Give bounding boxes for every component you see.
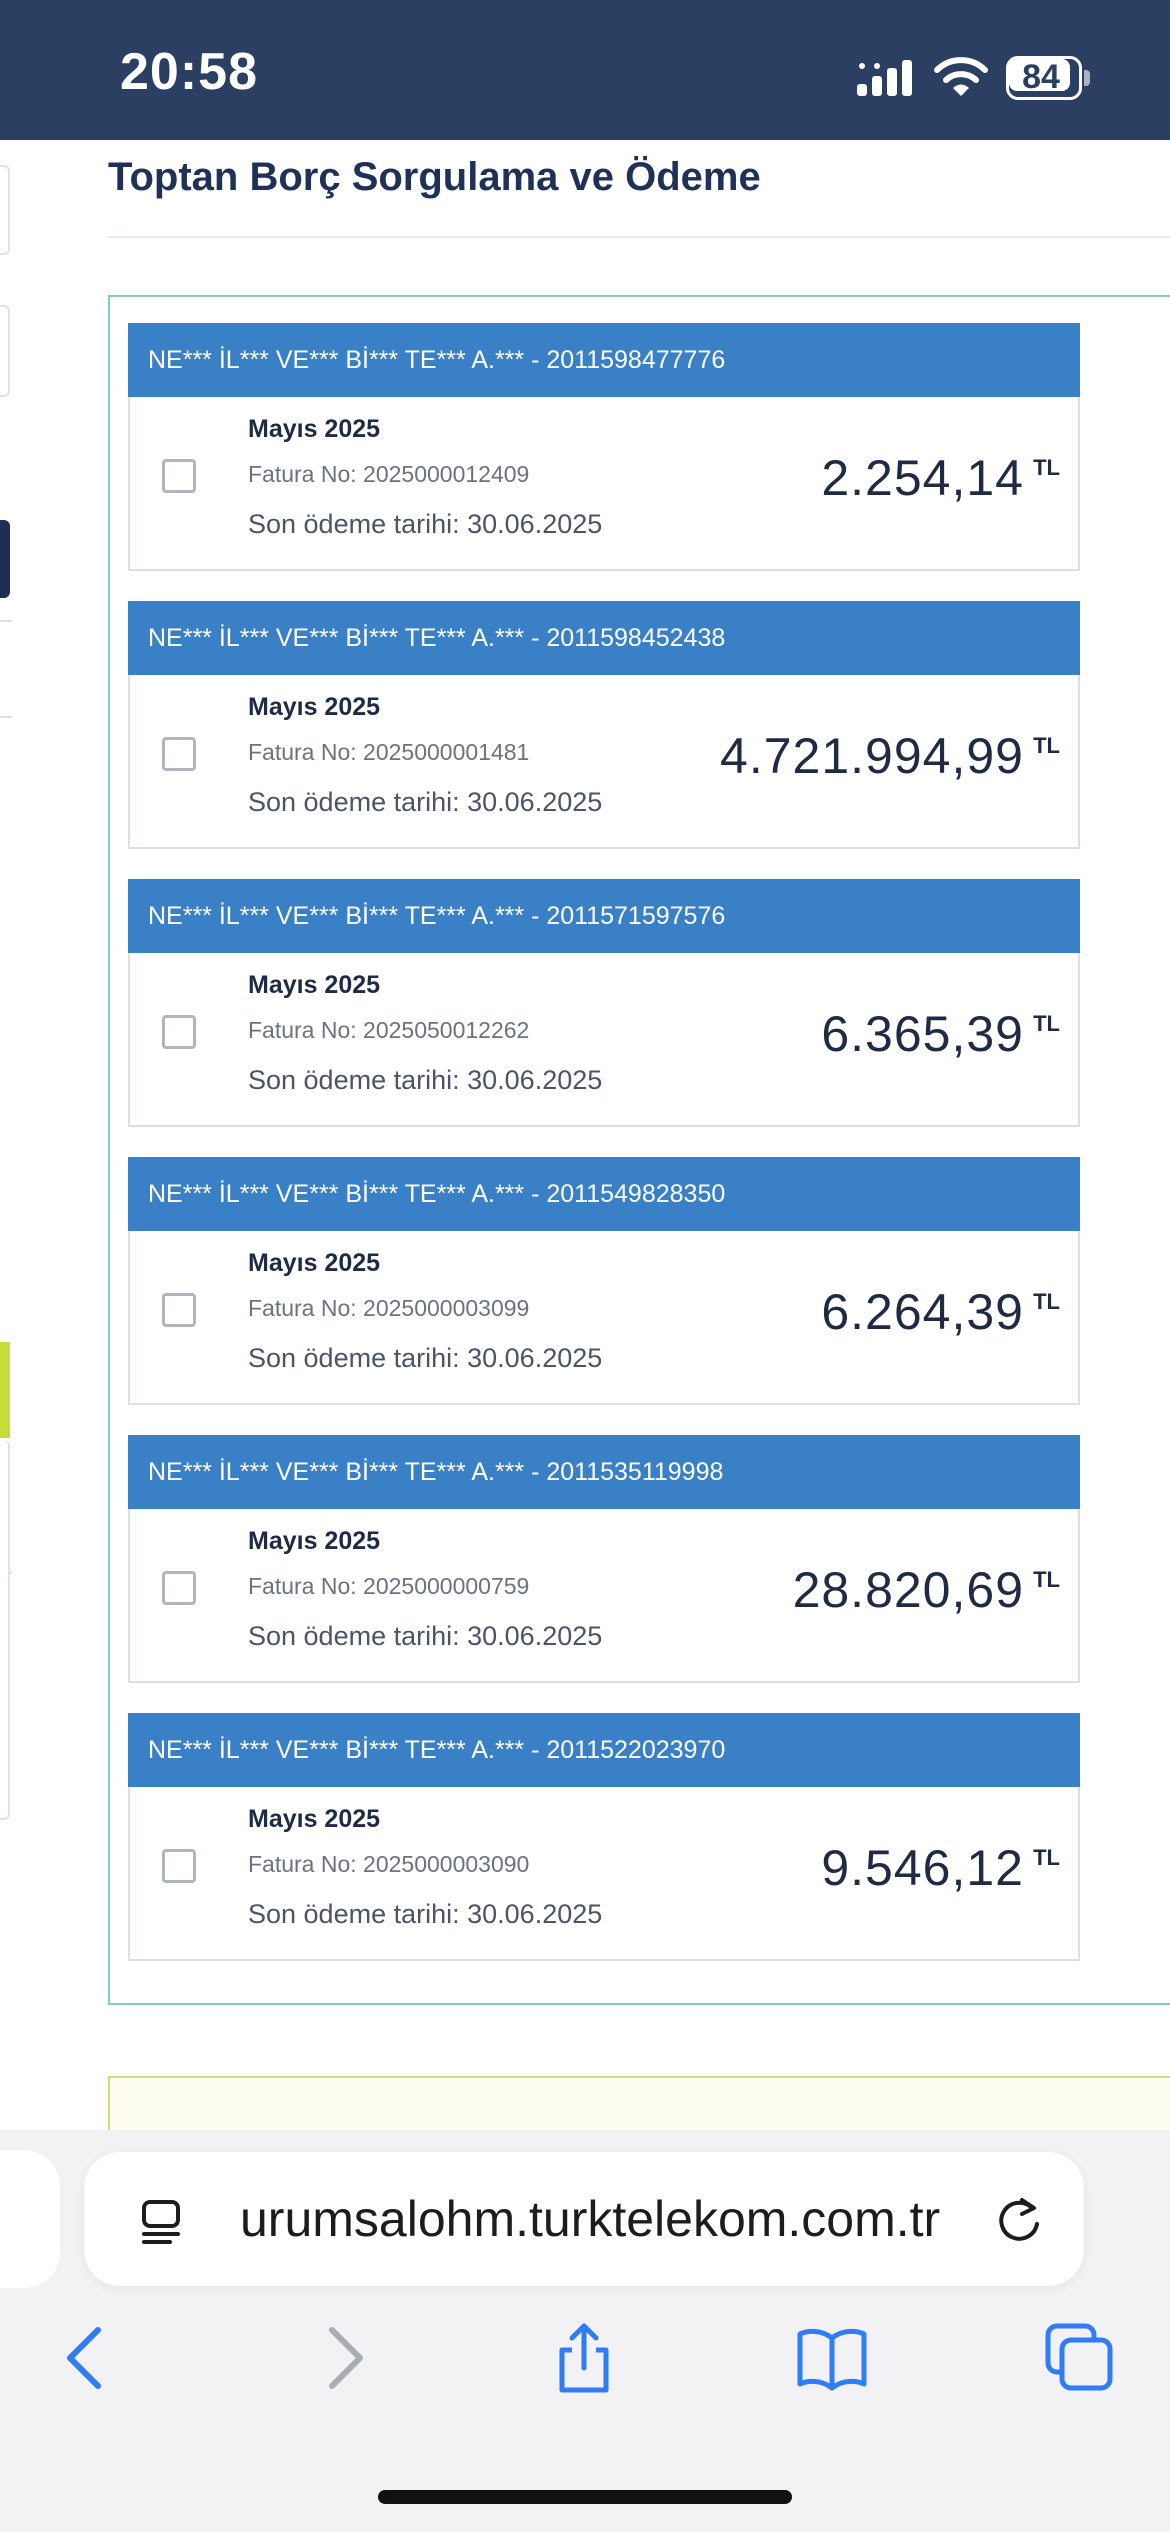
invoice-amount: 28.820,69 [792, 1562, 1024, 1618]
invoice-period: Mayıs 2025 [248, 415, 381, 443]
invoice-amount: 6.365,39 [821, 1006, 1024, 1062]
battery-icon [1006, 56, 1090, 100]
invoice-amount: 9.546,12 [821, 1840, 1024, 1896]
notice-box [108, 2076, 1170, 2136]
battery-level: 84 [1022, 58, 1060, 96]
back-icon[interactable] [52, 2322, 124, 2394]
invoice-card-header: NE*** İL*** VE*** Bİ*** TE*** A.*** - 2011549828350 [128, 1157, 1080, 1231]
invoice-card-body[interactable] [128, 675, 1080, 849]
address-bar[interactable] [84, 2152, 1084, 2286]
background-page-edge [0, 165, 10, 255]
invoice-number: Fatura No: 2025000000759 [248, 1573, 530, 1599]
invoice-amount: 4.721.994,99 [720, 728, 1024, 784]
invoice-currency: TL [1033, 1845, 1060, 1870]
invoice-card-header: NE*** İL*** VE*** Bİ*** TE*** A.*** - 2011598452438 [128, 601, 1080, 675]
invoice-select-checkbox[interactable] [162, 737, 196, 771]
invoice-card-header: NE*** İL*** VE*** Bİ*** TE*** A.*** - 2011571597576 [128, 879, 1080, 953]
invoice-card-body[interactable] [128, 397, 1080, 571]
invoice-due-date: Son ödeme tarihi: 30.06.2025 [248, 787, 603, 817]
invoice-amount: 2.254,14 [821, 450, 1024, 506]
invoice-select-checkbox[interactable] [162, 1015, 196, 1049]
invoice-due-date: Son ödeme tarihi: 30.06.2025 [248, 1343, 603, 1373]
invoice-period: Mayıs 2025 [248, 1527, 381, 1555]
wifi-icon [933, 56, 989, 98]
previous-tab-preview[interactable] [0, 2150, 60, 2288]
invoice-card-header: NE*** İL*** VE*** Bİ*** TE*** A.*** - 2011522023970 [128, 1713, 1080, 1787]
invoice-currency: TL [1033, 733, 1060, 758]
invoice-select-checkbox[interactable] [162, 1849, 196, 1883]
invoice-due-date: Son ödeme tarihi: 30.06.2025 [248, 1621, 603, 1651]
status-time: 20:58 [120, 43, 258, 101]
invoice-card [128, 601, 1080, 849]
invoice-card-header: NE*** İL*** VE*** Bİ*** TE*** A.*** - 2011535119998 [128, 1435, 1080, 1509]
reload-icon[interactable] [994, 2194, 1044, 2246]
background-page-edge [0, 305, 10, 397]
invoice-select-checkbox[interactable] [162, 1293, 196, 1327]
page-title: Toptan Borç Sorgulama ve Ödeme [108, 155, 761, 199]
page-menu-icon[interactable] [136, 2196, 186, 2246]
invoice-period: Mayıs 2025 [248, 1249, 381, 1277]
invoice-currency: TL [1033, 1011, 1060, 1036]
status-bar [0, 0, 1170, 140]
share-icon[interactable] [548, 2322, 620, 2394]
bookmarks-icon[interactable] [796, 2322, 868, 2394]
invoice-number: Fatura No: 2025000003099 [248, 1295, 530, 1321]
invoice-card-body[interactable] [128, 1787, 1080, 1961]
invoice-card-header: NE*** İL*** VE*** Bİ*** TE*** A.*** - 2011598477776 [128, 323, 1080, 397]
invoice-card [128, 1157, 1080, 1405]
background-page-edge [0, 520, 10, 598]
invoice-number: Fatura No: 2025000003090 [248, 1851, 530, 1877]
invoice-card-body[interactable] [128, 1509, 1080, 1683]
background-page-edge [0, 1440, 10, 1820]
invoice-due-date: Son ödeme tarihi: 30.06.2025 [248, 509, 603, 539]
invoice-select-checkbox[interactable] [162, 1571, 196, 1605]
background-page-edge [0, 1342, 10, 1438]
invoice-currency: TL [1033, 1289, 1060, 1314]
invoice-card [128, 879, 1080, 1127]
invoice-card [128, 1713, 1080, 1961]
invoice-currency: TL [1033, 455, 1060, 480]
invoice-period: Mayıs 2025 [248, 1805, 381, 1833]
signal-icon [855, 58, 915, 98]
invoice-amount: 6.264,39 [821, 1284, 1024, 1340]
forward-icon[interactable] [306, 2322, 378, 2394]
invoice-card [128, 1435, 1080, 1683]
invoice-card [128, 323, 1080, 571]
tabs-icon[interactable] [1044, 2322, 1116, 2394]
invoice-number: Fatura No: 2025050012262 [248, 1017, 530, 1043]
divider [108, 236, 1170, 238]
invoice-number: Fatura No: 2025000012409 [248, 461, 530, 487]
invoice-period: Mayıs 2025 [248, 693, 381, 721]
invoice-select-checkbox[interactable] [162, 459, 196, 493]
url-text[interactable]: urumsalohm.turktelekom.com.tr [240, 2191, 941, 2247]
invoice-number: Fatura No: 2025000001481 [248, 739, 530, 765]
invoice-card-body[interactable] [128, 1231, 1080, 1405]
invoice-currency: TL [1033, 1567, 1060, 1592]
invoice-period: Mayıs 2025 [248, 971, 381, 999]
home-indicator [378, 2490, 792, 2504]
invoice-due-date: Son ödeme tarihi: 30.06.2025 [248, 1899, 603, 1929]
invoice-due-date: Son ödeme tarihi: 30.06.2025 [248, 1065, 603, 1095]
invoice-card-body[interactable] [128, 953, 1080, 1127]
